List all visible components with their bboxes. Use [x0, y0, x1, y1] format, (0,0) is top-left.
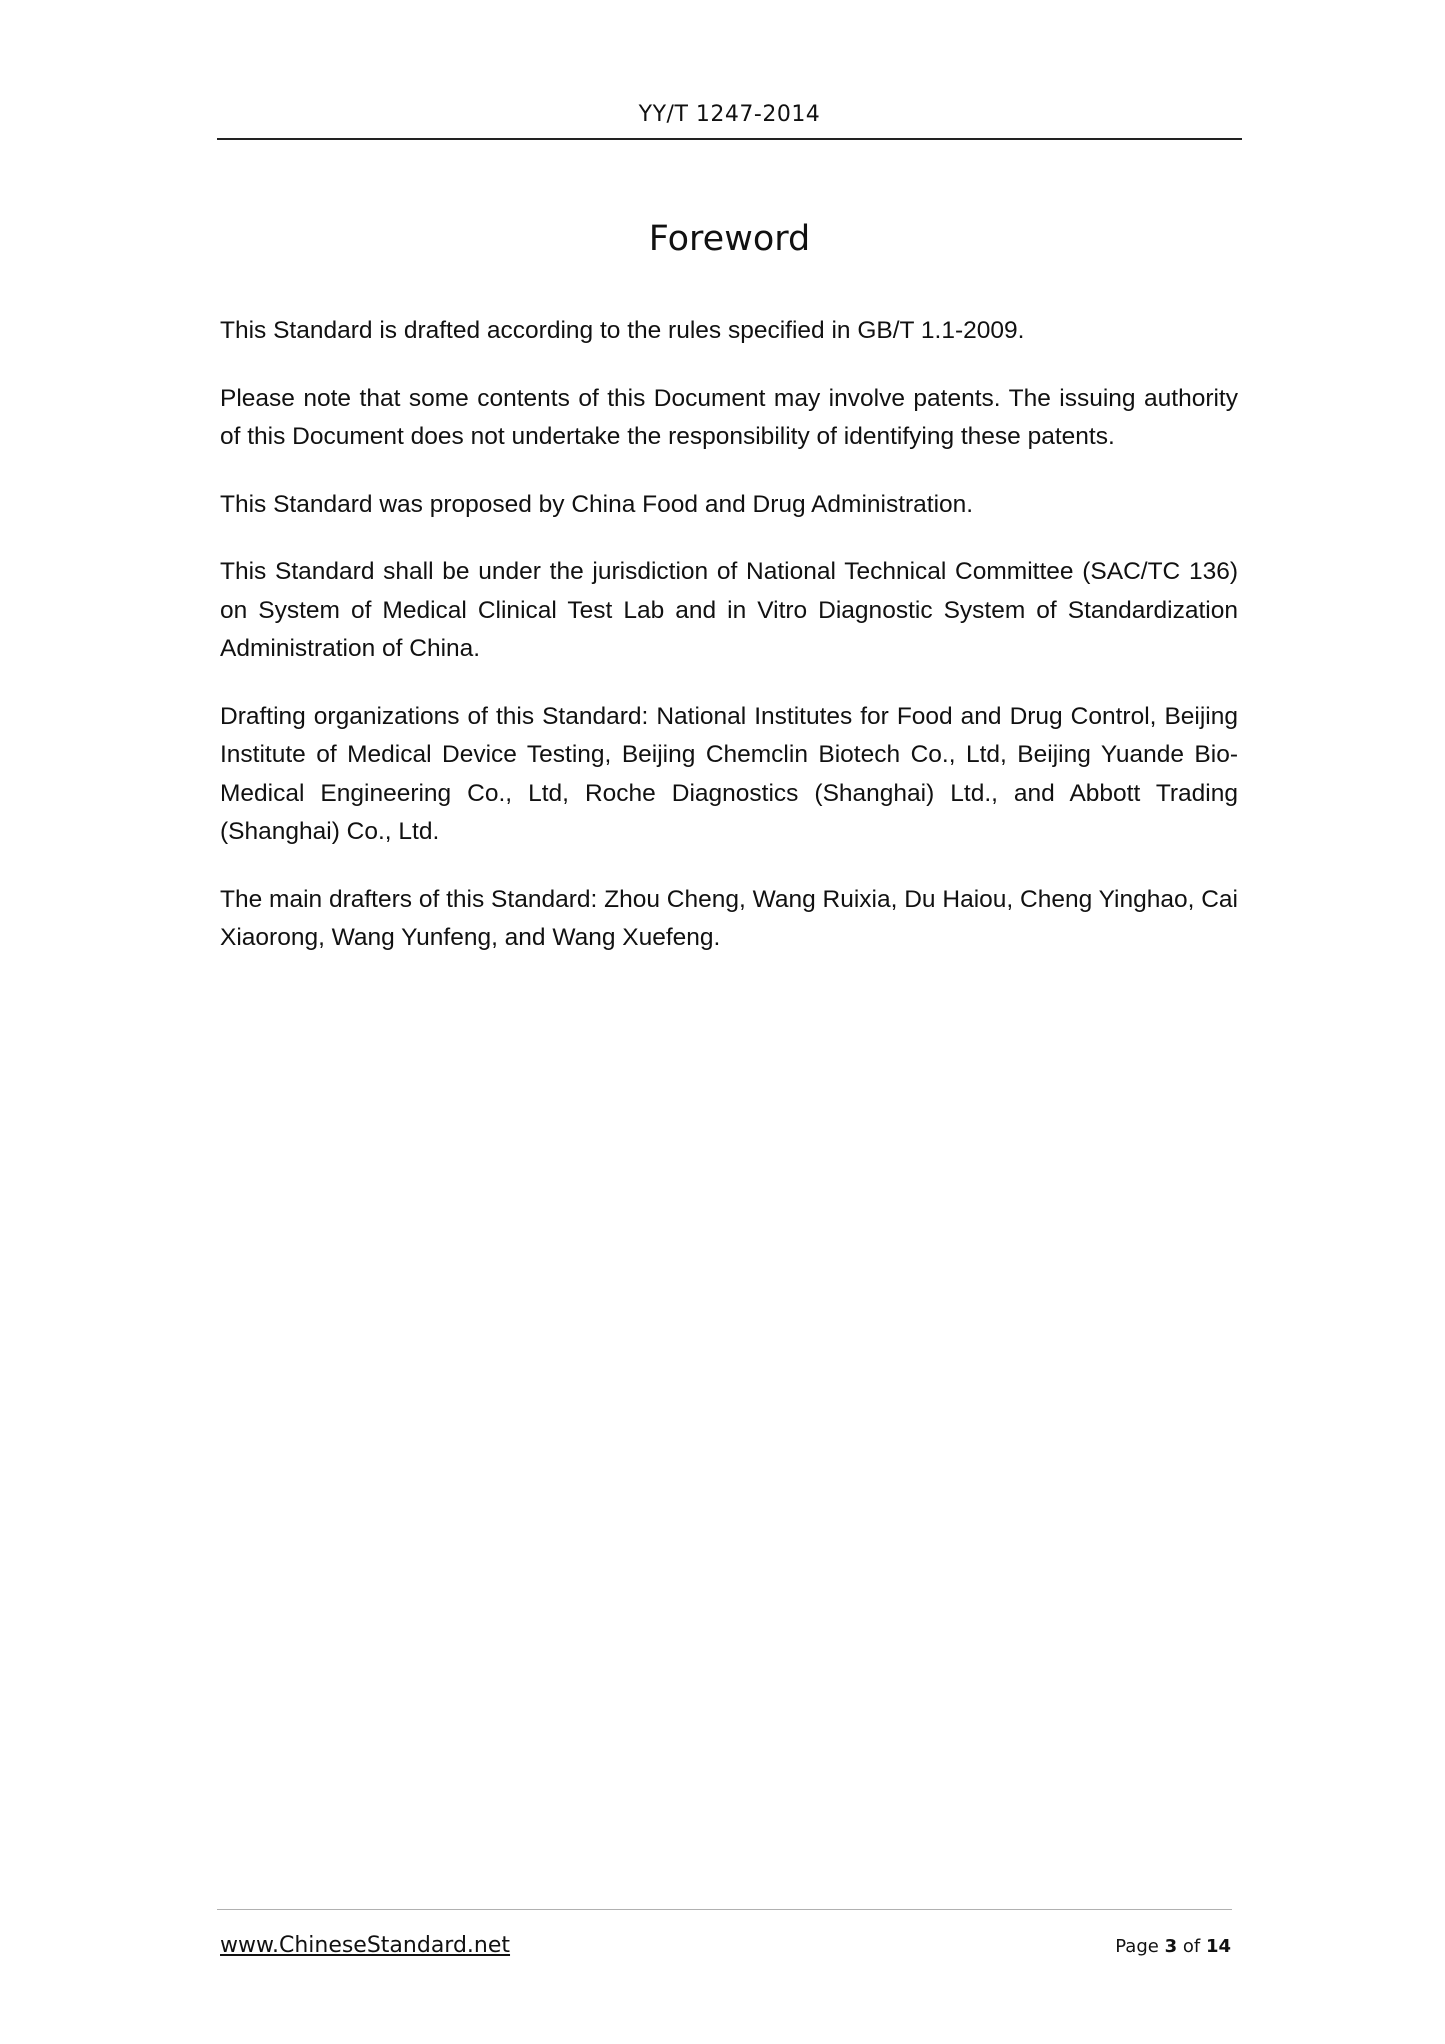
website-link[interactable]: www.ChineseStandard.net	[220, 1933, 511, 1958]
page-title: Foreword	[648, 219, 811, 259]
page-of: of	[1182, 1936, 1201, 1957]
page-number	[1115, 1936, 1231, 1957]
paragraph-patents-notice: Please note that some contents of this Document may involve patents. The issuing authority of this Document does not undertake the responsibility of identifying these patents.	[220, 384, 1238, 450]
footer-divider	[217, 1909, 1232, 1910]
page-prefix: Page	[1115, 1936, 1159, 1957]
document-id-header: YY/T 1247-2014	[638, 102, 821, 127]
foreword-body	[220, 312, 1238, 987]
header-divider	[217, 138, 1242, 140]
paragraph-drafting-organizations: Drafting organizations of this Standard: National Institutes for Food and Drug Control, Beijing Institute of Medical Device Testing, Beijing Chemclin Biotech Co., Ltd, Beijing Yuande Bio-Medical Engineering Co., Ltd, Roche Diagnostics (Shanghai) Ltd., and Abbott Trading (Shanghai) Co., Ltd.	[220, 702, 1238, 845]
paragraph-proposed-by: This Standard was proposed by China Food and Drug Administration.	[220, 490, 974, 518]
page-current: 3	[1164, 1936, 1178, 1957]
page-total: 14	[1205, 1936, 1231, 1957]
paragraph-drafting-rules: This Standard is drafted according to the rules specified in GB/T 1.1-2009.	[220, 317, 1025, 344]
paragraph-main-drafters: The main drafters of this Standard: Zhou Cheng, Wang Ruixia, Du Haiou, Cheng Yinghao, Cai Xiaorong, Wang Yunfeng, and Wang Xuefeng.	[220, 885, 1238, 951]
paragraph-jurisdiction: This Standard shall be under the jurisdiction of National Technical Committee (SAC/TC 136) on System of Medical Clinical Test Lab and in Vitro Diagnostic System of Standardization Administration of China.	[220, 558, 1238, 662]
